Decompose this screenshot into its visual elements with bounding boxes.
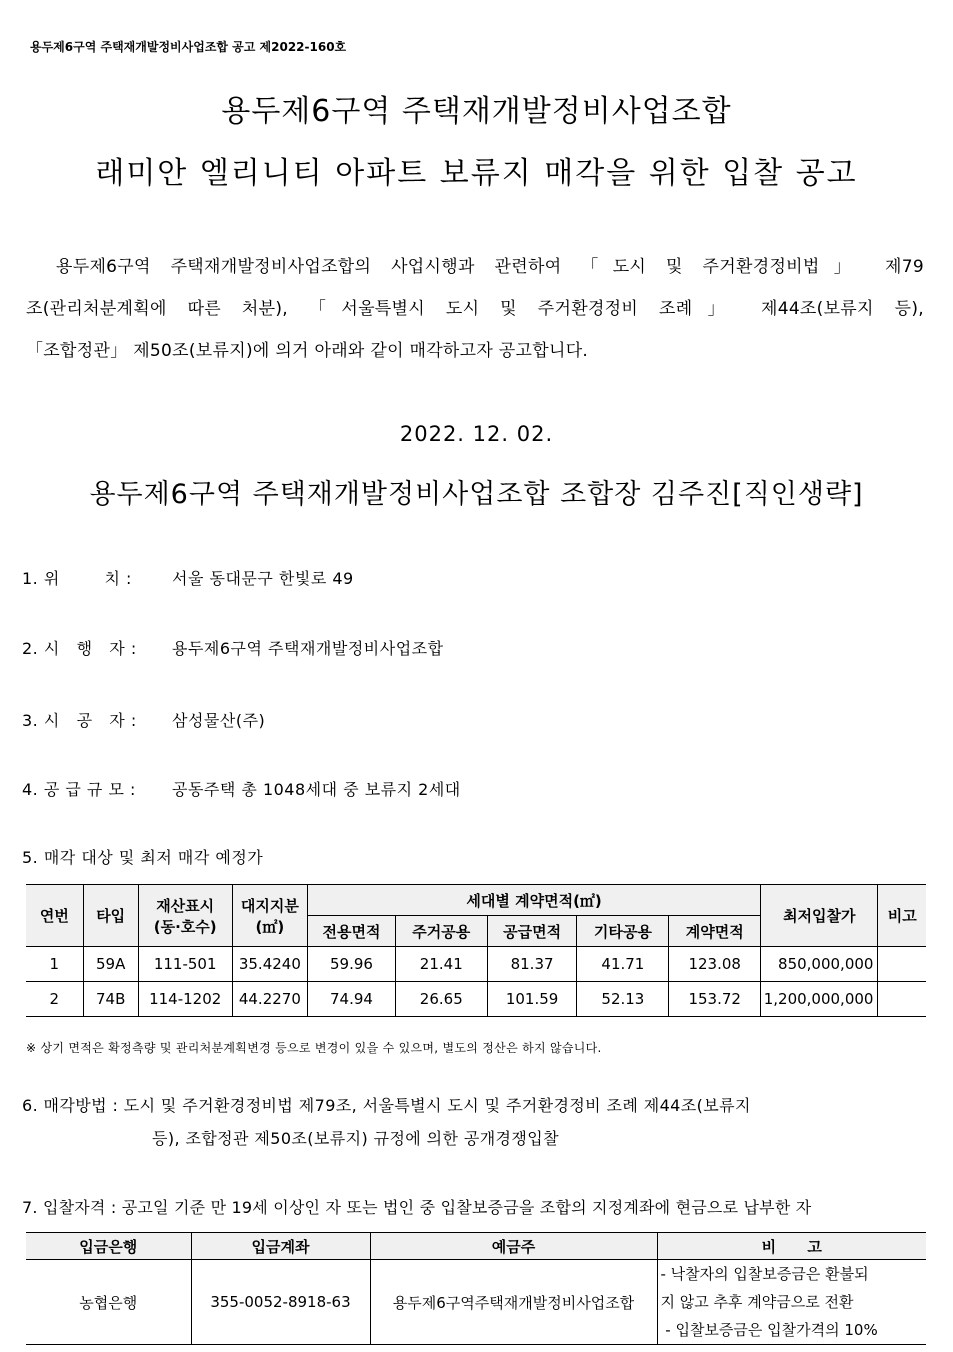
signature-line: 용두제6구역 주택재개발정비사업조합 조합장 김주진[직인생략] bbox=[89, 479, 864, 510]
cell-account: 355-0052-8918-63 bbox=[191, 1260, 370, 1345]
title-line-2: 래미안 엘리니티 아파트 보류지 매각을 위한 입찰 공고 bbox=[95, 156, 858, 191]
header-land-share: 대지지분 (㎡) bbox=[232, 885, 308, 947]
header-remarks: 비고 bbox=[878, 885, 926, 947]
item-executor bbox=[22, 636, 444, 659]
table-row bbox=[26, 982, 926, 1017]
item-scale-label: 4. 공 급 규 모 : bbox=[22, 780, 142, 799]
item-scale bbox=[22, 777, 461, 800]
area-note: ※ 상기 면적은 확정측량 및 관리처분계획변경 등으로 변경이 있을 수 있으며, 별도의 정산은 하지 않습니다. bbox=[26, 1041, 602, 1055]
cell-residential-common: 21.41 bbox=[395, 947, 487, 982]
header-exclusive: 전용면적 bbox=[308, 916, 396, 947]
intro-line-3: 「조합정관」 제50조(보류지)에 의거 아래와 같이 매각하고자 공고합니다. bbox=[26, 341, 589, 361]
cell-remarks bbox=[878, 982, 926, 1017]
item-executor-value: 용두제6구역 주택재개발정비사업조합 bbox=[172, 639, 444, 658]
item-location bbox=[22, 566, 354, 589]
cell-exclusive: 74.94 bbox=[308, 982, 396, 1017]
bank-account-table bbox=[26, 1232, 926, 1345]
item-builder-label: 3. 시 공 자 : bbox=[22, 711, 143, 730]
header-account: 입금계좌 bbox=[191, 1233, 370, 1260]
cell-contract: 153.72 bbox=[669, 982, 761, 1017]
header-property: 재산표시 (동·호수) bbox=[138, 885, 232, 947]
notice-number: 용두제6구역 주택재개발정비사업조합 공고 제2022-160호 bbox=[30, 40, 347, 54]
header-holder: 예금주 bbox=[370, 1233, 657, 1260]
remark-line-3: - 입찰보증금은 입찰가격의 10% bbox=[660, 1321, 878, 1339]
cell-no: 2 bbox=[26, 982, 83, 1017]
cell-contract: 123.08 bbox=[669, 947, 761, 982]
cell-holder: 용두제6구역주택재개발정비사업조합 bbox=[370, 1260, 657, 1345]
header-residential-common: 주거공용 bbox=[395, 916, 487, 947]
item-location-value: 서울 동대문구 한빛로 49 bbox=[172, 569, 354, 588]
header-no: 연번 bbox=[26, 885, 83, 947]
header-supply: 공급면적 bbox=[487, 916, 577, 947]
cell-exclusive: 59.96 bbox=[308, 947, 396, 982]
cell-min-bid: 1,200,000,000 bbox=[761, 982, 878, 1017]
cell-other-common: 41.71 bbox=[577, 947, 669, 982]
cell-residential-common: 26.65 bbox=[395, 982, 487, 1017]
header-type: 타입 bbox=[83, 885, 138, 947]
sale-target-title: 5. 매각 대상 및 최저 매각 예정가 bbox=[22, 848, 264, 867]
cell-remarks bbox=[878, 947, 926, 982]
cell-remark bbox=[657, 1260, 926, 1345]
item-executor-label: 2. 시 행 자 : bbox=[22, 639, 143, 658]
cell-land-share: 44.2270 bbox=[232, 982, 308, 1017]
cell-type: 59A bbox=[83, 947, 138, 982]
item-location-label: 1. 위 치 : bbox=[22, 569, 138, 588]
title-line-1: 용두제6구역 주택재개발정비사업조합 bbox=[221, 94, 732, 129]
sale-method-line-2: 등), 조합정관 제50조(보류지) 규정에 의한 공개경쟁입찰 bbox=[152, 1129, 559, 1148]
header-bank: 입금은행 bbox=[26, 1233, 191, 1260]
item-scale-value: 공동주택 총 1048세대 중 보류지 2세대 bbox=[172, 780, 461, 799]
bid-qualification: 7. 입찰자격 : 공고일 기준 만 19세 이상인 자 또는 법인 중 입찰보증금을 조합의 지정계좌에 현금으로 납부한 자 bbox=[22, 1198, 812, 1217]
cell-supply: 101.59 bbox=[487, 982, 577, 1017]
header-contract: 계약면적 bbox=[669, 916, 761, 947]
table-row bbox=[26, 1260, 926, 1345]
header-contract-area: 세대별 계약면적(㎡) bbox=[308, 885, 761, 916]
sale-target-table bbox=[26, 884, 926, 1017]
cell-property: 111-501 bbox=[138, 947, 232, 982]
cell-land-share: 35.4240 bbox=[232, 947, 308, 982]
cell-min-bid: 850,000,000 bbox=[761, 947, 878, 982]
sale-method-line-1: 6. 매각방법 : 도시 및 주거환경정비법 제79조, 서울특별시 도시 및 주거환경정비 조례 제44조(보류지 bbox=[22, 1096, 751, 1115]
cell-supply: 81.37 bbox=[487, 947, 577, 982]
cell-no: 1 bbox=[26, 947, 83, 982]
header-other-common: 기타공용 bbox=[577, 916, 669, 947]
item-builder-value: 삼성물산(주) bbox=[172, 711, 266, 730]
header-min-bid: 최저입찰가 bbox=[761, 885, 878, 947]
cell-type: 74B bbox=[83, 982, 138, 1017]
intro-line-1: 용두제6구역 주택재개발정비사업조합의 사업시행과 관련하여 「도시 및 주거환경정비법」 제79 bbox=[56, 257, 924, 277]
remark-line-1: - 낙찰자의 입찰보증금은 환불되 bbox=[660, 1265, 869, 1283]
notice-date: 2022. 12. 02. bbox=[399, 422, 554, 446]
header-remark: 비 고 bbox=[657, 1233, 926, 1260]
cell-bank: 농협은행 bbox=[26, 1260, 191, 1345]
intro-line-2: 조(관리처분계획에 따른 처분), 「서울특별시 도시 및 주거환경정비 조례」 제44조(보류지 등), bbox=[26, 299, 924, 319]
item-builder bbox=[22, 708, 265, 731]
table-row bbox=[26, 947, 926, 982]
cell-property: 114-1202 bbox=[138, 982, 232, 1017]
cell-other-common: 52.13 bbox=[577, 982, 669, 1017]
remark-line-2: 지 않고 추후 계약금으로 전환 bbox=[660, 1293, 854, 1311]
